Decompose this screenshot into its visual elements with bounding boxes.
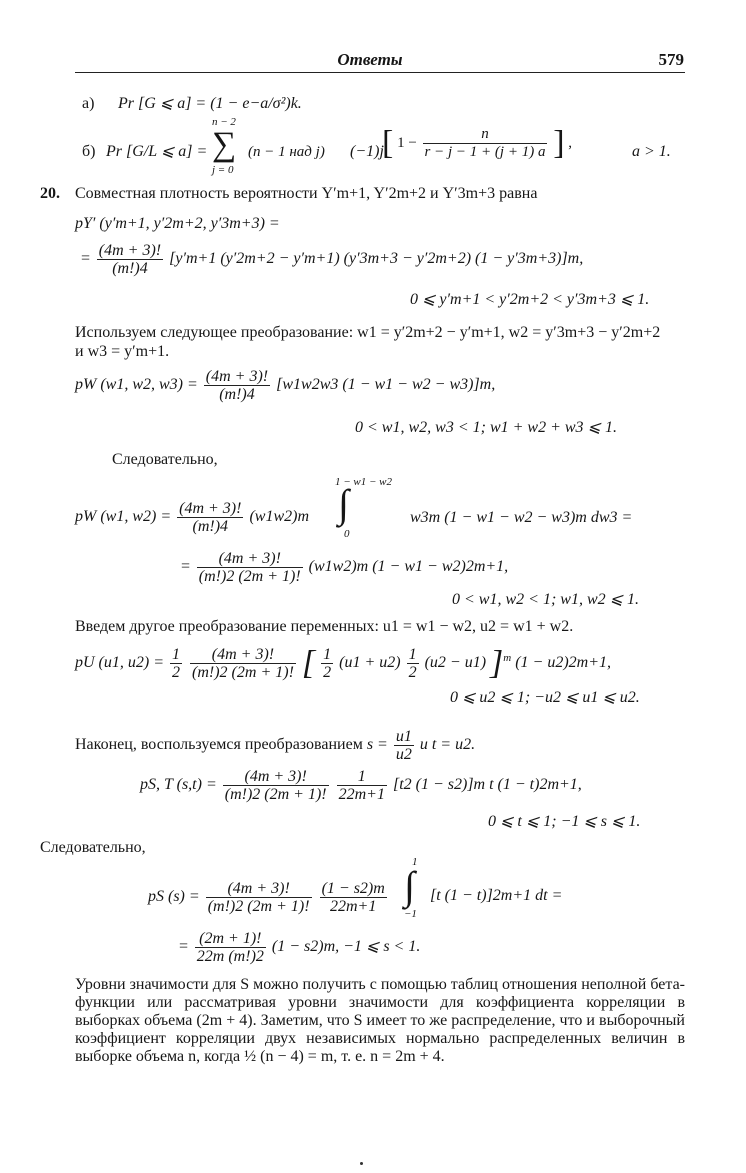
pu-half-den: 2	[172, 664, 181, 681]
pst-frac2-num: 1	[337, 768, 387, 786]
finally-s-num: u1	[395, 728, 412, 745]
pw3-coef-num: (4m + 3)!	[205, 368, 269, 385]
ps-final-num: (2m + 1)!	[195, 930, 266, 948]
ps-equation	[148, 880, 389, 915]
ps-int-lower: −1	[404, 908, 417, 920]
density-coef-den: (m!)4	[112, 260, 148, 277]
pst-coef-den: (m!)2 (2m + 1)!	[224, 786, 327, 803]
answer-b-label: б)	[82, 143, 96, 160]
ps-frac2-num: (1 − s2)m	[321, 880, 385, 897]
ps-coef-num: (4m + 3)!	[206, 880, 312, 898]
ps-final-den: 22m (m!)2	[196, 948, 264, 965]
header-rule	[75, 72, 685, 73]
density-equation: = $\frac{(4m + 3)!}{(m!)4}$ [y′m+1 (y′2m+2 − y′m+1) (y′3m+3 − y′2m+2) (1 − y′3m+3)]m,	[80, 242, 584, 277]
transform-text: Используем следующее преобразование: w1 = y′2m+2 − y′m+1, w2 = y′3m+3 − y′2m+2	[75, 324, 661, 341]
finally-s-den: u2	[395, 746, 412, 763]
finally-text: Наконец, воспользуемся преобразованием	[75, 736, 363, 754]
answer-b-condition: a > 1.	[632, 143, 671, 160]
pu-coef-num: (4m + 3)!	[190, 646, 296, 664]
pu-support: 0 ⩽ u2 ⩽ 1; −u2 ⩽ u1 ⩽ u2.	[450, 689, 640, 706]
answer-b-lhs: Pr [G/L ⩽ a] =	[106, 143, 208, 160]
ps-final: = $\frac{(2m + 1)!}{22m (m!)2}$ (1 − s2)m, −1 ⩽ s < 1.	[178, 930, 421, 965]
page-number: 579	[658, 50, 684, 69]
ps-integrand: [t (1 − t)]2m+1 dt =	[430, 887, 563, 904]
pw2-result-den: (m!)2 (2m + 1)!	[198, 568, 301, 585]
pw2-lhs: pW (w1, w2) =	[75, 508, 172, 526]
sign-factor: (−1)j	[350, 143, 384, 160]
pw2-result: = $\frac{(4m + 3)!}{(m!)2 (2m + 1)!}$ (w1w2)m (1 − w1 − w2)2m+1,	[180, 550, 509, 585]
hence-2: Следовательно,	[40, 839, 146, 856]
integral-sign-1: ∫	[338, 481, 349, 526]
transform2-text: Введем другое преобразование переменных: u1 = w1 − w2, u2 = w1 + w2.	[75, 618, 574, 635]
density-coef-num: (4m + 3)!	[98, 242, 162, 259]
pu-lhs: pU (u1, u2) =	[75, 654, 165, 672]
page-speck	[360, 1162, 363, 1165]
pw2-coef-den: (m!)4	[192, 518, 229, 535]
bracket-numerator: n	[423, 126, 548, 144]
pw3-equation	[75, 368, 495, 403]
sum-upper-limit: n − 2	[212, 116, 236, 128]
running-header-title: Ответы	[337, 50, 403, 69]
transform-text-2: и w3 = y′m+1.	[75, 343, 170, 360]
pw2-result-num: (4m + 3)!	[197, 550, 303, 568]
ps-lhs: pS (s) =	[148, 888, 200, 906]
pw2-equation	[75, 500, 309, 535]
pw2-result-body: (w1w2)m (1 − w1 − w2)2m+1,	[308, 558, 509, 576]
hence-1: Следовательно,	[112, 451, 218, 468]
sum-lower-limit: j = 0	[212, 164, 234, 176]
pw2-int-lower: 0	[344, 528, 350, 540]
problem-intro: Совместная плотность вероятности Y′m+1, Y′2m+2 и Y′3m+3 равна	[75, 185, 538, 202]
pst-lhs: pS, T (s,t) =	[140, 776, 217, 794]
pw2-int-upper: 1 − w1 − w2	[335, 476, 393, 488]
ps-coef-den: (m!)2 (2m + 1)!	[207, 898, 310, 915]
binomial: (n − 1 над j)	[248, 144, 325, 160]
pw2-factor: (w1w2)m	[249, 508, 310, 526]
finally-line: Наконец, воспользуемся преобразованием s = $\frac{u1}{u2}$ и t = u2.	[75, 728, 476, 763]
pw3-lhs: pW (w1, w2, w3) =	[75, 376, 198, 394]
bracket-expression: [ 1 − $\frac{n}{r - j - 1 + (j + 1) a}$ ] ,	[382, 124, 573, 162]
pw2-coef-num: (4m + 3)!	[179, 500, 242, 517]
pu-equation: pU (u1, u2) = $\frac{1}{2}$ $\frac{(4m + 3)!}{(m!)2 (2m + 1)!}$ [ $\frac{1}{2}$ (u1 + u2) $\frac{1}{2}$ (u2 − u1) ]$^m$ (1 − u2)2m+1,	[75, 644, 612, 682]
pw2-integrand: w3m (1 − w1 − w2 − w3)m dw3 =	[410, 509, 633, 526]
pu-coef-den: (m!)2 (2m + 1)!	[192, 664, 294, 681]
pw2-support: 0 < w1, w2 < 1; w1, w2 ⩽ 1.	[452, 591, 640, 608]
pst-equation	[140, 768, 582, 803]
integral-sign-2: ∫	[404, 863, 415, 908]
pst-body: [t2 (1 − s2)]m t (1 − t)2m+1,	[392, 776, 582, 794]
problem-number: 20.	[40, 185, 60, 202]
ps-final-body: (1 − s2)m, −1 ⩽ s < 1.	[271, 938, 421, 956]
density-lhs: pY′ (y′m+1, y′2m+2, y′3m+3) =	[75, 215, 280, 232]
pw3-coef-den: (m!)4	[219, 386, 255, 403]
answer-a-label: а)	[82, 95, 95, 112]
ps-frac2-den: 22m+1	[330, 898, 377, 915]
pst-coef-num: (4m + 3)!	[223, 768, 329, 786]
density-support: 0 ⩽ y′m+1 < y′2m+2 < y′3m+3 ⩽ 1.	[410, 291, 650, 308]
answer-a-formula: Pr [G ⩽ a] = (1 − e−a/σ²)k.	[118, 95, 302, 112]
pu-half-num: 1	[172, 646, 181, 663]
pst-frac2-den: 22m+1	[338, 786, 385, 803]
ps-int-upper: 1	[412, 856, 418, 868]
pu-bracket-1: (u1 + u2)	[339, 654, 401, 672]
pst-support: 0 ⩽ t ⩽ 1; −1 ⩽ s ⩽ 1.	[488, 813, 641, 830]
conclusion-paragraph: Уровни значимости для S можно получить с помощью таблиц отношения неполной бета-функции или рассматривая уровни значимости для коэффициента корреляции в выборках объема (2m + 4). Заметим, что S имеет то же распределение, что и выборочный коэффициент корреляции двух независимых нормально распределенных величин в выборке объема n, когда ½ (n − 4) = m, т. е. n = 2m + 4.	[75, 976, 685, 1065]
density-body: [y′m+1 (y′2m+2 − y′m+1) (y′3m+3 − y′2m+2) (1 − y′3m+3)]m,	[169, 250, 584, 268]
finally-t: и t = u2.	[419, 736, 476, 754]
sum-sign: ∑	[212, 126, 237, 163]
bracket-denominator: r − j − 1 + (j + 1) a	[424, 144, 546, 160]
pu-bracket-2: (u2 − u1)	[424, 654, 487, 672]
pw3-body: [w1w2w3 (1 − w1 − w2 − w3)]m,	[276, 376, 496, 394]
pu-tail: (1 − u2)2m+1,	[515, 654, 612, 672]
pw3-support: 0 < w1, w2, w3 < 1; w1 + w2 + w3 ⩽ 1.	[355, 419, 617, 436]
